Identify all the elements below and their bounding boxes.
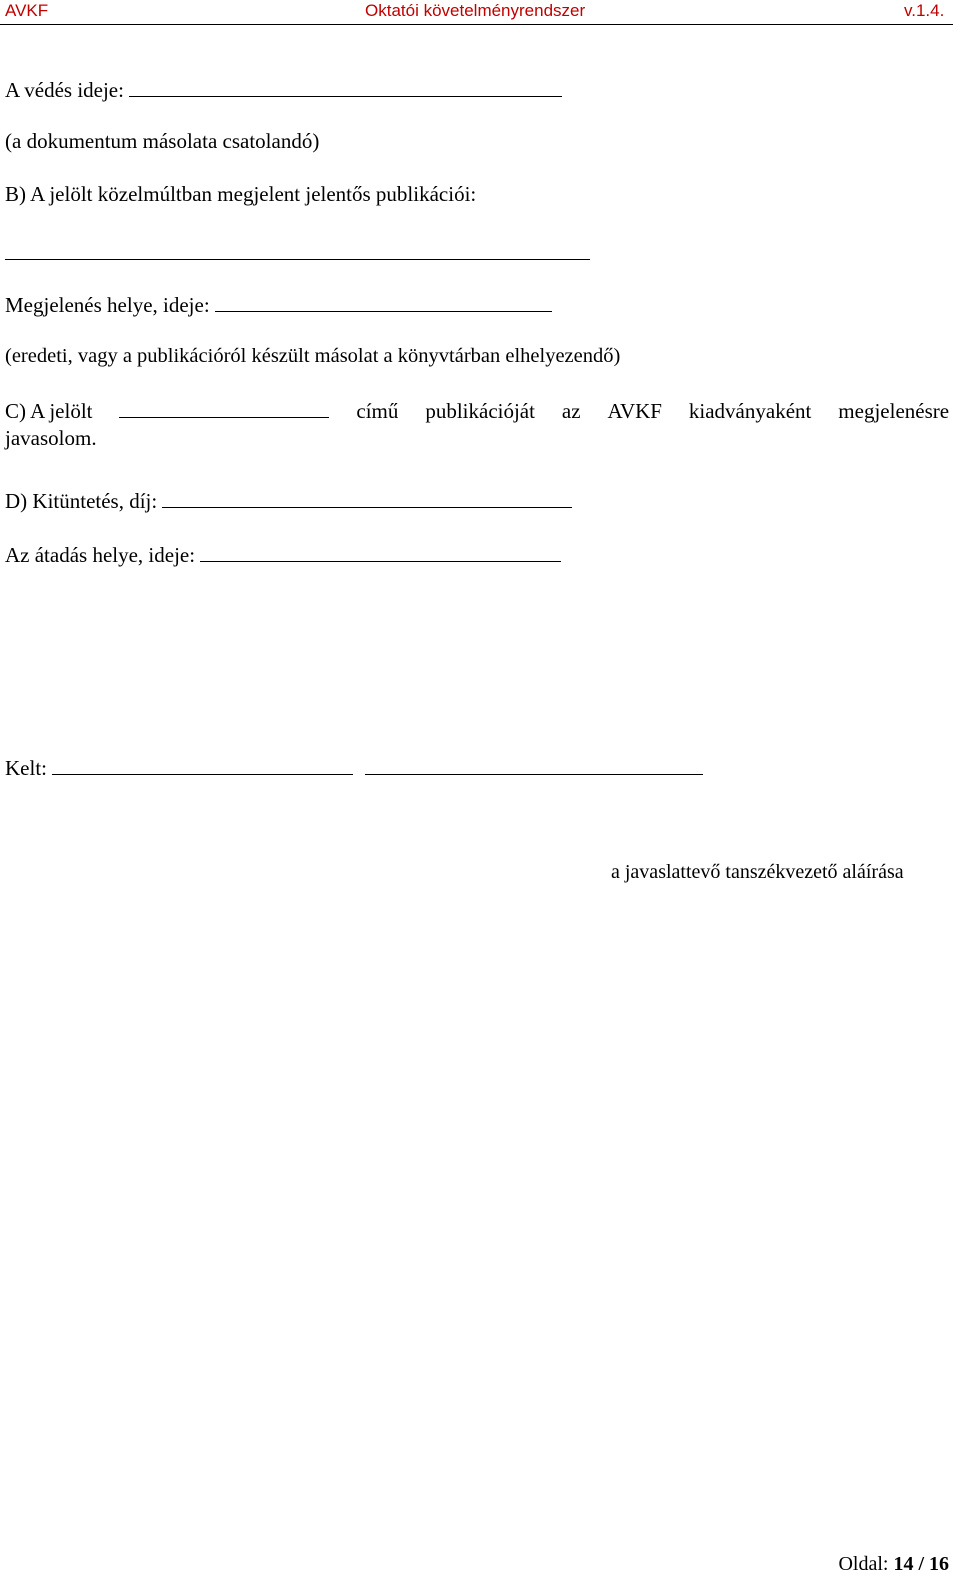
page-number bbox=[838, 1553, 949, 1576]
c-text-megjelenesre: megjelenésre bbox=[838, 399, 950, 423]
header-title: Oktatói követelményrendszer bbox=[365, 1, 586, 20]
page-header bbox=[0, 0, 953, 25]
page-total: 16 bbox=[929, 1553, 949, 1575]
page-separator: / bbox=[918, 1553, 924, 1575]
vedes-ideje-label: A védés ideje: bbox=[5, 78, 124, 102]
header-left: AVKF bbox=[5, 1, 49, 20]
kituntetes-field[interactable] bbox=[162, 487, 572, 508]
atadas-label: Az átadás helye, ideje: bbox=[5, 543, 196, 567]
megjelenes-field[interactable] bbox=[215, 291, 552, 312]
signature-field[interactable] bbox=[365, 754, 703, 775]
c-text-cimu: című bbox=[356, 399, 399, 423]
dokumentum-note: (a dokumentum másolata csatolandó) bbox=[5, 129, 320, 153]
page-current: 14 bbox=[893, 1553, 914, 1575]
c-text-publikaciojat: publikációját bbox=[425, 399, 535, 423]
javasolom-text: javasolom. bbox=[5, 426, 97, 450]
section-b-heading: B) A jelölt közelmúltban megjelent jelentős publikációi: bbox=[5, 182, 477, 206]
atadas-field[interactable] bbox=[200, 541, 561, 562]
c-text-az: az bbox=[561, 399, 581, 423]
megjelenes-label: Megjelenés helye, ideje: bbox=[5, 293, 210, 317]
kelt-field[interactable] bbox=[52, 754, 353, 775]
vedes-ideje-field[interactable] bbox=[129, 76, 562, 97]
signature-caption: a javaslattevő tanszékvezető aláírása bbox=[611, 861, 904, 883]
kelt-row bbox=[5, 754, 703, 780]
section-c-row bbox=[5, 397, 949, 423]
c-text-kiadvanyakent: kiadványaként bbox=[688, 399, 812, 423]
c-jelolt-label: C) A jelölt bbox=[5, 399, 93, 423]
vedes-ideje-row bbox=[5, 76, 562, 102]
publikacio-field[interactable] bbox=[5, 258, 590, 260]
c-text-avkf: AVKF bbox=[607, 399, 662, 423]
section-d-row bbox=[5, 487, 572, 513]
kelt-label: Kelt: bbox=[5, 756, 47, 780]
page-label: Oldal: bbox=[838, 1553, 889, 1575]
eredeti-note: (eredeti, vagy a publikációról készült másolat a könyvtárban elhelyezendő) bbox=[5, 345, 621, 367]
kituntetes-label: D) Kitüntetés, díj: bbox=[5, 489, 158, 513]
header-version: v.1.4. bbox=[904, 1, 945, 20]
megjelenes-row bbox=[5, 291, 552, 317]
atadas-row bbox=[5, 541, 561, 567]
c-cim-field[interactable] bbox=[119, 397, 329, 418]
